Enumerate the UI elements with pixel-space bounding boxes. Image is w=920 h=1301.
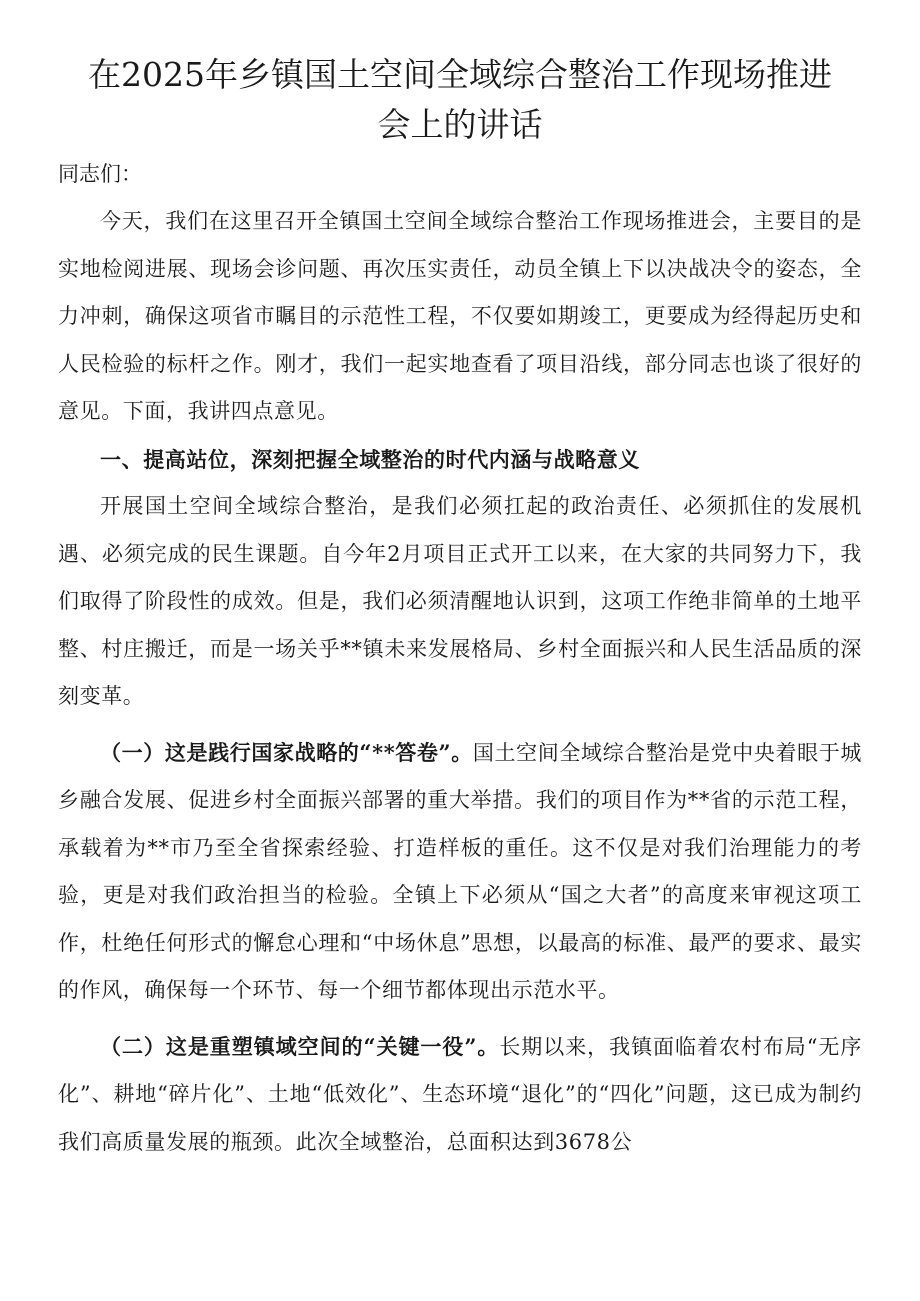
section-1-paragraph: 开展国土空间全域综合整治，是我们必须扛起的政治责任、必须抓住的发展机遇、必须完成的民生课题。自今年2月项目正式开工以来，在大家的共同努力下，我们取得了阶段性的成效。但是，我们必须清醒地认识到，这项工作绝非简单的土地平整、村庄搬迁，而是一场关乎**镇未来发展格局、乡村全面振兴和人民生活品质的深刻变革。	[58, 494, 862, 708]
section-1-heading: 一、提高站位，深刻把握全域整治的时代内涵与战略意义	[100, 446, 640, 472]
point-1-heading: （一）这是践行国家战略的“**答卷”。	[100, 739, 473, 765]
point-2-heading: （二）这是重塑镇域空间的“关键一役”。	[100, 1033, 500, 1059]
point-1-paragraph	[58, 729, 862, 1015]
point-2-paragraph	[58, 1023, 862, 1167]
intro-paragraph: 今天，我们在这里召开全镇国土空间全域综合整治工作现场推进会，主要目的是实地检阅进展、现场会诊问题、再次压实责任，动员全镇上下以决战决令的姿态，全力冲刺，确保这项省市瞩目的示范性工程，不仅要如期竣工，更要成为经得起历史和人民检验的标杆之作。刚才，我们一起实地查看了项目沿线，部分同志也谈了很好的意见。下面，我讲四点意见。	[58, 209, 862, 423]
point-1-text: 国土空间全域综合整治是党中央着眼于城乡融合发展、促进乡村全面振兴部署的重大举措。我们的项目作为**省的示范工程，承载着为**市乃至全省探索经验、打造样板的重任。这不仅是对我们治理能力的考验，更是对我们政治担当的检验。全镇上下必须从“国之大者”的高度来审视这项工作，杜绝任何形式的懈怠心理和“中场休息”思想，以最高的标准、最严的要求、最实的作风，确保每一个环节、每一个细节都体现出示范水平。	[58, 740, 862, 1002]
point-2-text: 长期以来，我镇面临着农村布局“无序化”、耕地“碎片化”、土地“低效化”、生态环境“退化”的“四化”问题，这已成为制约我们高质量发展的瓶颈。此次全域整治，总面积达到3678公	[58, 1034, 862, 1154]
salutation: 同志们：	[58, 162, 142, 186]
document-title: 在2025年乡镇国土空间全域综合整治工作现场推进会上的讲话	[88, 55, 832, 144]
